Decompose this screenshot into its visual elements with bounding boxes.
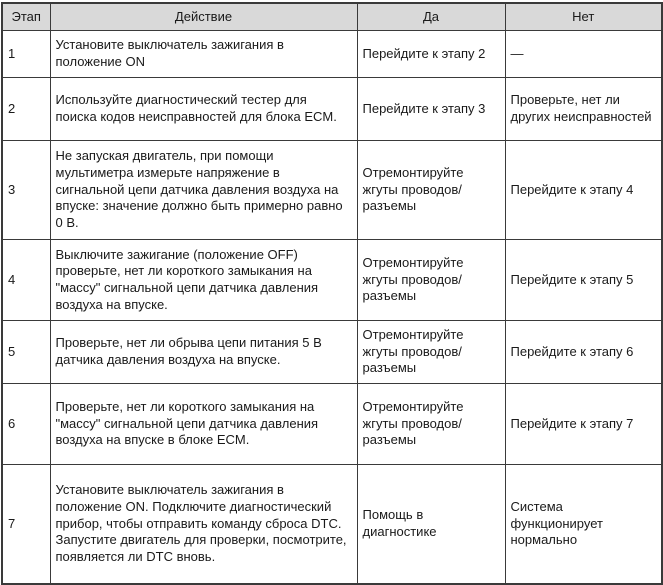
step-cell: 1 [2, 31, 50, 78]
step-cell: 5 [2, 321, 50, 384]
header-yes: Да [357, 3, 505, 31]
yes-cell: Перейдите к этапу 3 [357, 78, 505, 141]
header-step: Этап [2, 3, 50, 31]
no-cell: — [505, 31, 662, 78]
step-cell: 2 [2, 78, 50, 141]
action-cell: Не запуская двигатель, при помощи мультиметра измерьте напряжение в сигнальной цепи датчика давления воздуха на впуске: значение должно быть примерно равно 0 В. [50, 141, 357, 240]
table-row [2, 321, 662, 384]
no-cell: Перейдите к этапу 4 [505, 141, 662, 240]
action-cell: Установите выключатель зажигания в положение ON. Подключите диагностический прибор, чтобы отправить команду сброса DTC. Запустите двигатель для проверки, посмотрите, появляется ли DTC вновь. [50, 465, 357, 585]
table-row [2, 31, 662, 78]
yes-cell: Отремонтируйте жгуты проводов/ разъемы [357, 141, 505, 240]
step-cell: 7 [2, 465, 50, 585]
step-cell: 4 [2, 240, 50, 321]
no-cell: Перейдите к этапу 5 [505, 240, 662, 321]
yes-cell: Отремонтируйте жгуты проводов/ разъемы [357, 384, 505, 465]
no-cell: Система функционирует нормально [505, 465, 662, 585]
no-cell: Проверьте, нет ли других неисправностей [505, 78, 662, 141]
table-row [2, 240, 662, 321]
action-cell: Проверьте, нет ли короткого замыкания на "массу" сигнальной цепи датчика давления воздуха на впуске в блоке ECM. [50, 384, 357, 465]
step-cell: 3 [2, 141, 50, 240]
yes-cell: Отремонтируйте жгуты проводов/ разъемы [357, 240, 505, 321]
table-header-row [2, 3, 662, 31]
header-action: Действие [50, 3, 357, 31]
step-cell: 6 [2, 384, 50, 465]
table-row [2, 78, 662, 141]
header-no: Нет [505, 3, 662, 31]
diagnostic-steps-table [1, 2, 663, 585]
no-cell: Перейдите к этапу 6 [505, 321, 662, 384]
action-cell: Выключите зажигание (положение OFF) проверьте, нет ли короткого замыкания на "массу" сигнальной цепи датчика давления воздуха на впуске. [50, 240, 357, 321]
action-cell: Проверьте, нет ли обрыва цепи питания 5 В датчика давления воздуха на впуске. [50, 321, 357, 384]
table-row [2, 384, 662, 465]
no-cell: Перейдите к этапу 7 [505, 384, 662, 465]
yes-cell: Перейдите к этапу 2 [357, 31, 505, 78]
yes-cell: Помощь в диагностике [357, 465, 505, 585]
table-row [2, 141, 662, 240]
table-row [2, 465, 662, 585]
action-cell: Установите выключатель зажигания в положение ON [50, 31, 357, 78]
action-cell: Используйте диагностический тестер для поиска кодов неисправностей для блока ECM. [50, 78, 357, 141]
yes-cell: Отремонтируйте жгуты проводов/ разъемы [357, 321, 505, 384]
